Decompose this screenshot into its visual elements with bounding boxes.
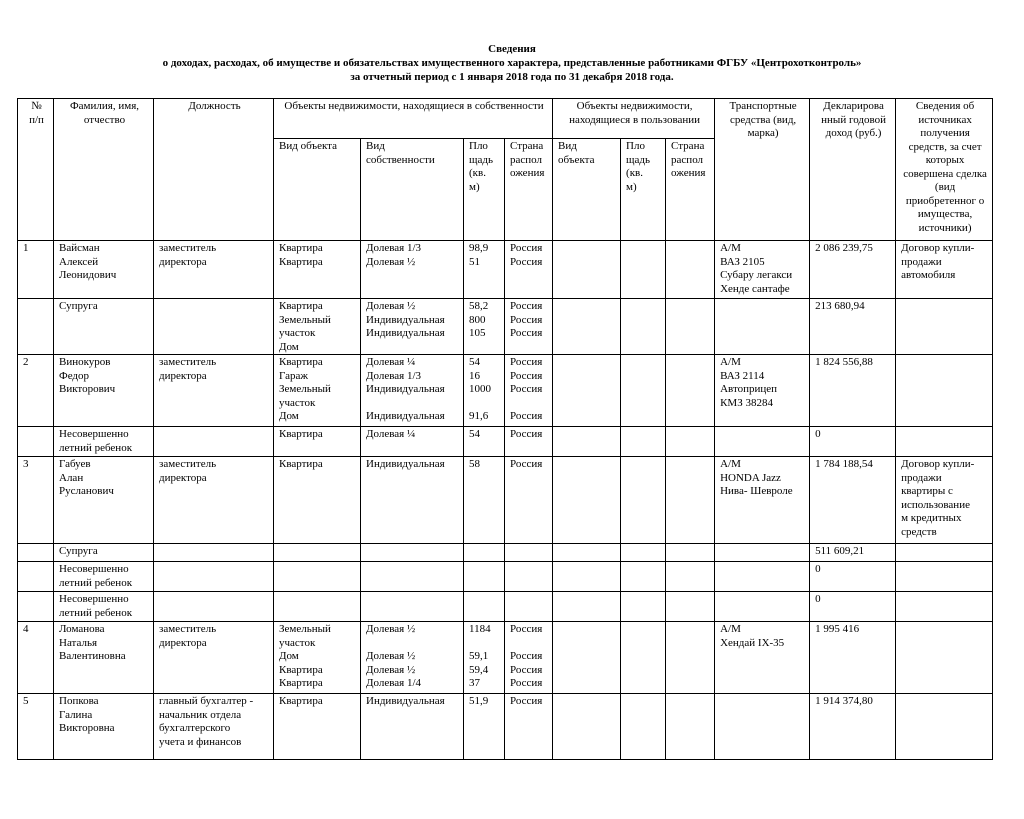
country-cell	[505, 544, 553, 562]
transport-cell: А/М Хендай IX-35	[715, 622, 810, 694]
area-cell: 51,9	[464, 694, 505, 760]
declaration-table	[17, 98, 993, 760]
used-area-cell	[621, 694, 666, 760]
transport-cell	[715, 694, 810, 760]
object-type-cell	[274, 544, 361, 562]
object-type-cell	[274, 562, 361, 592]
header-income: Декларирова нный годовой доход (руб.)	[810, 99, 896, 241]
row-number-cell: 4	[18, 622, 54, 694]
used-country-cell	[666, 592, 715, 622]
country-cell	[505, 592, 553, 622]
person-position-cell	[154, 299, 274, 355]
header-used-object-type: Вид объекта	[553, 139, 621, 241]
used-area-cell	[621, 355, 666, 427]
ownership-type-cell: Долевая ¼	[361, 427, 464, 457]
funding-sources-cell	[896, 562, 993, 592]
transport-cell	[715, 592, 810, 622]
declared-income-cell: 2 086 239,75	[810, 241, 896, 299]
funding-sources-cell	[896, 544, 993, 562]
used-country-cell	[666, 544, 715, 562]
used-area-cell	[621, 241, 666, 299]
table-row	[18, 299, 993, 355]
header-used-country: Страна распол ожения	[666, 139, 715, 241]
person-position-cell	[154, 544, 274, 562]
person-name-cell: Несовершенно летний ребенок	[54, 592, 154, 622]
row-number-cell	[18, 592, 54, 622]
ownership-type-cell: Долевая ½ Долевая ½ Долевая ½ Долевая 1/4	[361, 622, 464, 694]
header-name: Фамилия, имя, отчество	[54, 99, 154, 241]
table-row	[18, 544, 993, 562]
used-area-cell	[621, 427, 666, 457]
used-area-cell	[621, 592, 666, 622]
object-type-cell: Квартира	[274, 694, 361, 760]
table-row	[18, 562, 993, 592]
used-object-type-cell	[553, 562, 621, 592]
table-row	[18, 355, 993, 427]
country-cell: Россия Россия Россия	[505, 299, 553, 355]
header-country: Страна распол ожения	[505, 139, 553, 241]
area-cell: 58	[464, 457, 505, 544]
title-line-3: за отчетный период с 1 января 2018 года по 31 декабря 2018 года.	[350, 71, 674, 83]
used-object-type-cell	[553, 241, 621, 299]
country-cell	[505, 562, 553, 592]
area-cell: 1184 59,1 59,4 37	[464, 622, 505, 694]
ownership-type-cell: Индивидуальная	[361, 694, 464, 760]
declared-income-cell: 213 680,94	[810, 299, 896, 355]
used-area-cell	[621, 299, 666, 355]
used-country-cell	[666, 427, 715, 457]
person-name-cell: Габуев Алан Русланович	[54, 457, 154, 544]
declared-income-cell: 0	[810, 427, 896, 457]
area-cell	[464, 562, 505, 592]
header-ownership-type: Вид собственности	[361, 139, 464, 241]
country-cell: Россия Россия Россия Россия	[505, 622, 553, 694]
declared-income-cell: 0	[810, 592, 896, 622]
header-owned-property: Объекты недвижимости, находящиеся в собственности	[274, 99, 553, 139]
header-num: № п/п	[18, 99, 54, 241]
used-area-cell	[621, 622, 666, 694]
person-name-cell: Супруга	[54, 299, 154, 355]
area-cell	[464, 592, 505, 622]
ownership-type-cell	[361, 544, 464, 562]
person-position-cell	[154, 592, 274, 622]
used-object-type-cell	[553, 592, 621, 622]
object-type-cell	[274, 592, 361, 622]
row-number-cell: 3	[18, 457, 54, 544]
declared-income-cell: 1 914 374,80	[810, 694, 896, 760]
person-name-cell: Несовершенно летний ребенок	[54, 562, 154, 592]
funding-sources-cell	[896, 427, 993, 457]
header-object-type: Вид объекта	[274, 139, 361, 241]
row-number-cell	[18, 299, 54, 355]
transport-cell	[715, 427, 810, 457]
used-country-cell	[666, 241, 715, 299]
used-object-type-cell	[553, 427, 621, 457]
header-area: Пло щадь (кв. м)	[464, 139, 505, 241]
transport-cell	[715, 562, 810, 592]
person-name-cell: Вайсман Алексей Леонидович	[54, 241, 154, 299]
area-cell: 98,9 51	[464, 241, 505, 299]
header-sources: Сведения об источниках получения средств, за счет которых совершена сделка (вид приобретенног о имущества, источники)	[896, 99, 993, 241]
person-name-cell: Попкова Галина Викторовна	[54, 694, 154, 760]
used-country-cell	[666, 562, 715, 592]
object-type-cell: Квартира	[274, 457, 361, 544]
funding-sources-cell	[896, 299, 993, 355]
funding-sources-cell: Договор купли- продажи автомобиля	[896, 241, 993, 299]
funding-sources-cell: Договор купли- продажи квартиры с использование м кредитных средств	[896, 457, 993, 544]
header-position: Должность	[154, 99, 274, 241]
object-type-cell: Земельный участок Дом Квартира Квартира	[274, 622, 361, 694]
person-position-cell	[154, 427, 274, 457]
used-area-cell	[621, 544, 666, 562]
funding-sources-cell	[896, 355, 993, 427]
ownership-type-cell: Долевая ¼ Долевая 1/3 Индивидуальная Индивидуальная	[361, 355, 464, 427]
country-cell: Россия	[505, 427, 553, 457]
table-row	[18, 457, 993, 544]
ownership-type-cell	[361, 592, 464, 622]
person-position-cell: заместитель директора	[154, 241, 274, 299]
person-name-cell: Супруга	[54, 544, 154, 562]
funding-sources-cell	[896, 694, 993, 760]
area-cell	[464, 544, 505, 562]
used-country-cell	[666, 694, 715, 760]
transport-cell: А/М HONDA Jazz Нива- Шевроле	[715, 457, 810, 544]
used-object-type-cell	[553, 694, 621, 760]
used-country-cell	[666, 622, 715, 694]
person-name-cell: Несовершенно летний ребенок	[54, 427, 154, 457]
object-type-cell: Квартира Земельный участок Дом	[274, 299, 361, 355]
transport-cell: А/М ВАЗ 2105 Субару легакси Хенде сантафе	[715, 241, 810, 299]
table-row	[18, 694, 993, 760]
person-name-cell: Винокуров Федор Викторович	[54, 355, 154, 427]
funding-sources-cell	[896, 592, 993, 622]
used-object-type-cell	[553, 622, 621, 694]
person-position-cell: заместитель директора	[154, 622, 274, 694]
table-row	[18, 592, 993, 622]
table-row	[18, 427, 993, 457]
header-used-property: Объекты недвижимости, находящиеся в пользовании	[553, 99, 715, 139]
used-country-cell	[666, 457, 715, 544]
used-object-type-cell	[553, 544, 621, 562]
transport-cell	[715, 544, 810, 562]
used-area-cell	[621, 562, 666, 592]
table-row	[18, 241, 993, 299]
declared-income-cell: 1 824 556,88	[810, 355, 896, 427]
row-number-cell: 5	[18, 694, 54, 760]
transport-cell	[715, 299, 810, 355]
person-name-cell: Ломанова Наталья Валентиновна	[54, 622, 154, 694]
used-object-type-cell	[553, 457, 621, 544]
transport-cell: А/М ВАЗ 2114 Автоприцеп КМЗ 38284	[715, 355, 810, 427]
area-cell: 54	[464, 427, 505, 457]
object-type-cell: Квартира	[274, 427, 361, 457]
document-title	[0, 42, 1024, 84]
used-object-type-cell	[553, 355, 621, 427]
title-line-2: о доходах, расходах, об имуществе и обязательствах имущественного характера, представленные работниками ФГБУ «Центрохотконтроль»	[162, 57, 862, 69]
used-country-cell	[666, 299, 715, 355]
declared-income-cell: 1 995 416	[810, 622, 896, 694]
row-number-cell	[18, 544, 54, 562]
ownership-type-cell: Индивидуальная	[361, 457, 464, 544]
funding-sources-cell	[896, 622, 993, 694]
country-cell: Россия Россия Россия Россия	[505, 355, 553, 427]
area-cell: 58,2 800 105	[464, 299, 505, 355]
country-cell: Россия Россия	[505, 241, 553, 299]
person-position-cell	[154, 562, 274, 592]
declared-income-cell: 511 609,21	[810, 544, 896, 562]
used-country-cell	[666, 355, 715, 427]
person-position-cell: главный бухгалтер - начальник отдела бухгалтерского учета и финансов	[154, 694, 274, 760]
title-line-1: Сведения	[488, 43, 536, 55]
area-cell: 54 16 1000 91,6	[464, 355, 505, 427]
used-object-type-cell	[553, 299, 621, 355]
row-number-cell: 1	[18, 241, 54, 299]
ownership-type-cell: Долевая ½ Индивидуальная Индивидуальная	[361, 299, 464, 355]
declaration-rows	[18, 241, 993, 760]
row-number-cell	[18, 427, 54, 457]
row-number-cell: 2	[18, 355, 54, 427]
row-number-cell	[18, 562, 54, 592]
used-area-cell	[621, 457, 666, 544]
table-row	[18, 622, 993, 694]
object-type-cell: Квартира Квартира	[274, 241, 361, 299]
header-used-area: Пло щадь (кв. м)	[621, 139, 666, 241]
header-transport: Транспортные средства (вид, марка)	[715, 99, 810, 241]
declared-income-cell: 0	[810, 562, 896, 592]
object-type-cell: Квартира Гараж Земельный участок Дом	[274, 355, 361, 427]
country-cell: Россия	[505, 694, 553, 760]
person-position-cell: заместитель директора	[154, 457, 274, 544]
ownership-type-cell	[361, 562, 464, 592]
country-cell: Россия	[505, 457, 553, 544]
person-position-cell: заместитель директора	[154, 355, 274, 427]
declared-income-cell: 1 784 188,54	[810, 457, 896, 544]
ownership-type-cell: Долевая 1/3 Долевая ½	[361, 241, 464, 299]
